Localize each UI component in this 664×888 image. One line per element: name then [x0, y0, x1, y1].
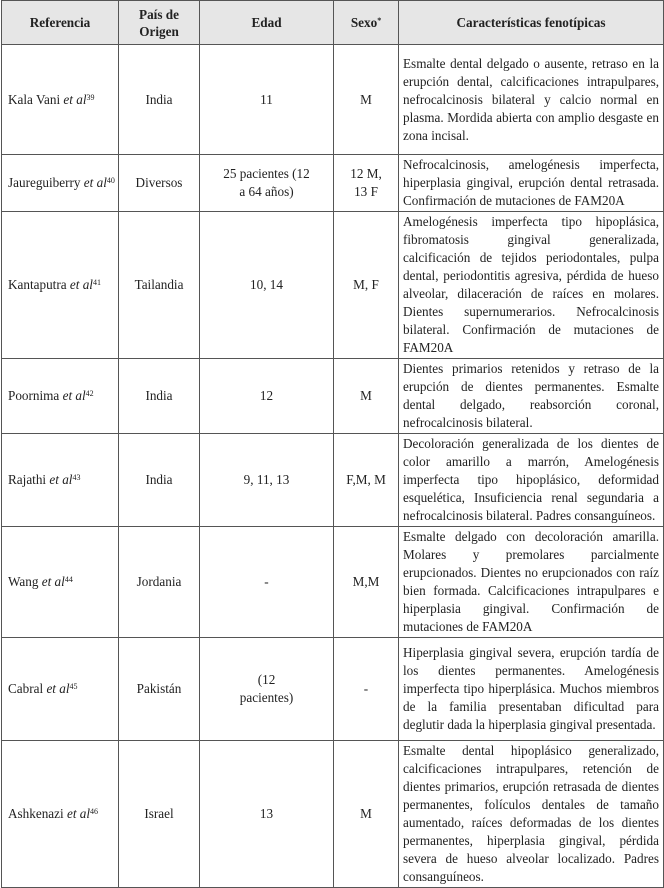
- citation-number: 45: [69, 682, 78, 691]
- cell-caracteristicas: Nefrocalcinosis, amelogénesis imperfecta, hiperplasia gingival, erupción dental retrasada. Confirmación de mutaciones de FAM20A: [399, 155, 664, 212]
- cell-pais: Jordania: [119, 527, 200, 638]
- cell-referencia: [2, 212, 119, 359]
- cell-caracteristicas: Amelogénesis imperfecta tipo hipoplásica, fibromatosis gingival generalizada, calcificación de tejidos periodontales, pulpa dental, periodontitis agresiva, pérdida de hueso alveolar, dilaceración de raíces en molares. Dientes supernumerarios. Nefrocalcinosis bilateral. Confirmación de mutaciones de FAM20A: [399, 212, 664, 359]
- table-row: [2, 359, 664, 434]
- header-sexo-label: Sexo: [350, 14, 378, 30]
- cell-edad: 13: [200, 741, 334, 888]
- cell-sexo: M, F: [334, 212, 399, 359]
- et-al: et al: [83, 175, 107, 190]
- phenotype-table: [1, 0, 664, 888]
- cell-referencia: [2, 638, 119, 741]
- author-name: Jaureguiberry: [8, 175, 84, 190]
- cell-sexo: -: [334, 638, 399, 741]
- citation-number: 42: [85, 389, 94, 398]
- table-row: [2, 434, 664, 527]
- cell-sexo: M: [334, 741, 399, 888]
- cell-pais: India: [119, 359, 200, 434]
- cell-edad: -: [200, 527, 334, 638]
- table-row: [2, 741, 664, 888]
- cell-edad: 9, 11, 13: [200, 434, 334, 527]
- header-caracteristicas: Características fenotípicas: [399, 1, 664, 45]
- citation-number: 44: [64, 575, 73, 584]
- citation-number: 46: [90, 807, 99, 816]
- author-name: Cabral: [8, 681, 47, 696]
- et-al: et al: [41, 574, 65, 589]
- table-row: [2, 155, 664, 212]
- et-al: et al: [63, 91, 87, 107]
- cell-edad: (12 pacientes): [200, 638, 334, 741]
- cell-referencia: [2, 45, 119, 155]
- header-sexo: [334, 1, 399, 45]
- cell-referencia: [2, 527, 119, 638]
- author-name: Kantaputra: [8, 277, 70, 292]
- header-pais: País de Origen: [119, 1, 200, 45]
- cell-pais: Israel: [119, 741, 200, 888]
- cell-referencia: [2, 155, 119, 212]
- author-name: Kala Vani: [8, 91, 64, 107]
- header-row: [2, 1, 664, 45]
- cell-edad: 25 pacientes (12 a 64 años): [200, 155, 334, 212]
- table-row: [2, 638, 664, 741]
- cell-edad: 12: [200, 359, 334, 434]
- cell-sexo: 12 M, 13 F: [334, 155, 399, 212]
- et-al: et al: [69, 277, 93, 292]
- cell-edad: 11: [200, 45, 334, 155]
- header-edad: Edad: [200, 1, 334, 45]
- cell-pais: Pakistán: [119, 638, 200, 741]
- cell-referencia: [2, 434, 119, 527]
- table-row: [2, 527, 664, 638]
- cell-referencia: [2, 741, 119, 888]
- author-name: Wang: [8, 574, 42, 589]
- author-name: Poornima: [8, 388, 63, 403]
- cell-sexo: M: [334, 359, 399, 434]
- table-row: [2, 45, 664, 155]
- author-name: Ashkenazi: [8, 806, 67, 821]
- cell-caracteristicas: Hiperplasia gingival severa, erupción tardía de los dientes permanentes. Amelogénesis imperfecta tipo hiperplásica. Muchos miembros de la familia presentaban dificultad para deglutir dada la hiperplasia gingival presentada.: [399, 638, 664, 741]
- citation-number: 43: [72, 473, 81, 482]
- cell-edad: 10, 14: [200, 212, 334, 359]
- cell-pais: India: [119, 434, 200, 527]
- header-referencia: Referencia: [2, 1, 119, 45]
- cell-caracteristicas: Dientes primarios retenidos y retraso de la erupción de dientes permanentes. Esmalte dental delgado, reabsorción coronal, nefrocalcinosis bilateral.: [399, 359, 664, 434]
- citation-number: 39: [86, 92, 95, 102]
- cell-pais: India: [119, 45, 200, 155]
- cell-referencia: [2, 359, 119, 434]
- header-sexo-mark: *: [377, 15, 382, 25]
- citation-number: 40: [106, 176, 115, 185]
- cell-sexo: M: [334, 45, 399, 155]
- cell-pais: Tailandia: [119, 212, 200, 359]
- cell-sexo: M,M: [334, 527, 399, 638]
- cell-caracteristicas: Esmalte delgado con decoloración amarilla. Molares y premolares parcialmente erupcionados. Dientes no erupcionados con raíz bien formada. Calcificaciones intrapulpares e hiperplasia gingival. Confirmación de mutaciones de FAM20A: [399, 527, 664, 638]
- et-al: et al: [66, 806, 91, 821]
- cell-pais: Diversos: [119, 155, 200, 212]
- cell-caracteristicas: Esmalte dental delgado o ausente, retraso en la erupción dental, calcificaciones intrapulpares, nefrocalcinosis bilateral y calcio normal en plasma. Mordida abierta con amplio desgaste en zona incisal.: [399, 45, 664, 155]
- cell-sexo: F,M, M: [334, 434, 399, 527]
- author-name: Rajathi: [8, 472, 50, 487]
- table-row: [2, 212, 664, 359]
- cell-caracteristicas: Decoloración generalizada de los dientes de color amarillo a marrón, Amelogénesis imperfecta tipo hipoplásico, deformidad esquelética, Insuficiencia renal segundaria a nefrocalcinosis bilateral. Padres consanguíneos.: [399, 434, 664, 527]
- et-al: et al: [49, 472, 73, 487]
- et-al: et al: [46, 681, 70, 696]
- et-al: et al: [62, 388, 86, 403]
- citation-number: 41: [92, 278, 101, 287]
- cell-caracteristicas: Esmalte dental hipoplásico generalizado, calcificaciones intrapulpares, retención de dientes primarios, erupción retrasada de dientes permanentes, folículos dentales de tamaño aumentado, raíces deformadas de los dientes permanentes, hiperplasia gingival, pérdida severa de hueso alveolar localizado. Padres consanguíneos.: [399, 741, 664, 888]
